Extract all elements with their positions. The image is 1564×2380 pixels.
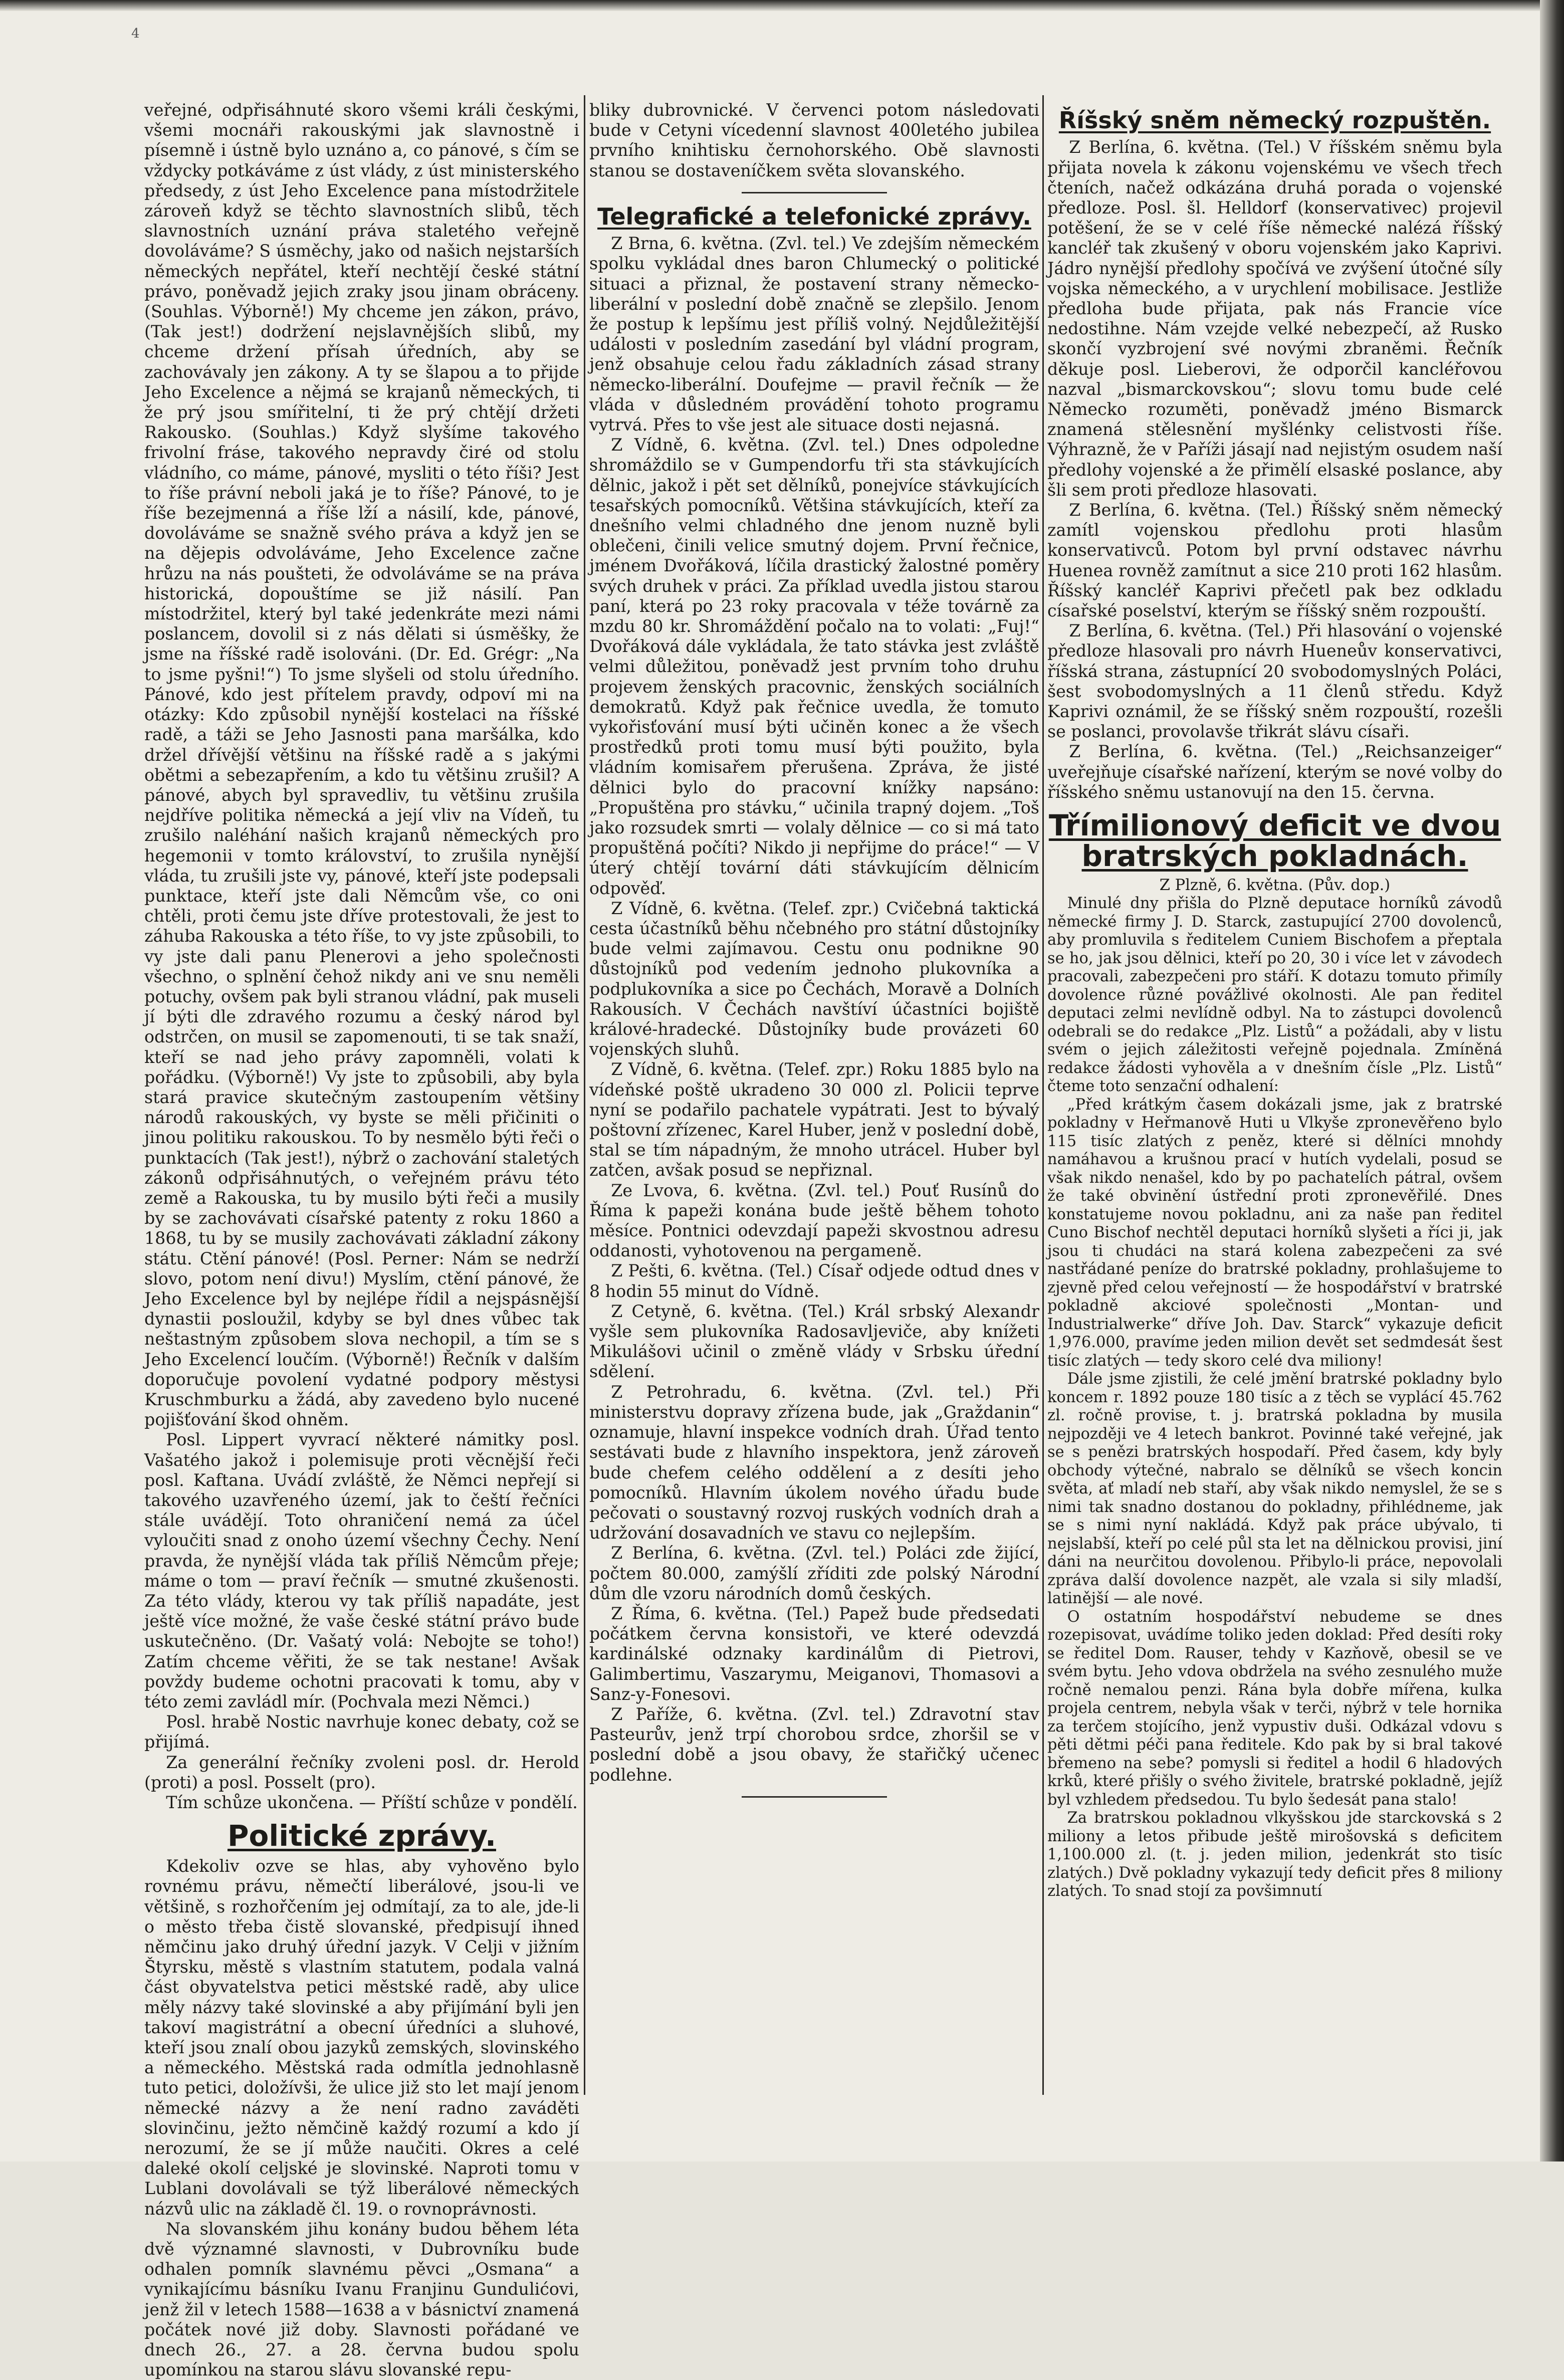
news-item: Z Cetyně, 6. května. (Tel.) Král srbský Alexandr vyšle sem plukovníka Radosavljeviče, aby knížeti Mikulášovi učinil o změně vlády v Srbsku úřední sdělení. [589,1301,1039,1382]
news-item: Z Vídně, 6. května. (Telef. zpr.) Roku 1885 bylo na vídeňské poště ukradeno 30 000 zl. Policii teprve nyní se podařilo pachatele vypátrati. Jest to bývalý poštovní zřízenec, Karel Huber, jenž v poslední době, stal se tím nápadným, že mnoho utrácel. Huber byl zatčen, avšak posud se nepřiznal. [589,1059,1039,1180]
article-paragraph: Posl. Lippert vyvrací některé námitky posl. Vašatého jakož i polemisuje proti věcnější řeči posl. Kaftana. Uvádí zvláště, že Němci nepřejí si takového uzavřeného území, jak to čeští řečníci stále uvádějí. Toto ohraničení nemá za účel vyloučiti snad z onoho území všechny Čechy. Není pravda, že nynější vláda tak příliš Němcům přeje; máme o tom — praví řečník — smutné zkušenosti. Za této vlády, kterou vy tak příliš napadáte, jest ještě více možné, že vaše české státní právo bude uskutečněno. (Dr. Vašatý volá: Nebojte se toho!) Zatím chceme věřiti, že se tak nestane! Avšak povždy budeme ochotni pracovati k tomu, aby v této zemi zavládl mír. (Pochvala mezi Němci.) [144,1430,579,1712]
article-paragraph: Za bratrskou pokladnou vlkyšskou jde starckovská s 2 miliony a letos přibude ještě mirošovská s deficitem 1,100.000 zl. (t. j. jeden milion, jedenkrát sto tisíc zlatých.) Dvě pokladny vykazují tedy deficit přes 8 miliony zlatých. To snad stojí za povšimnutí [1047,1809,1502,1900]
divider [742,1796,887,1798]
scan-right-edge [1540,0,1564,2161]
article-paragraph: Kdekoliv ozve se hlas, aby vyhověno bylo rovnému právu, němečtí liberálové, jsou-li ve většině, s rozhořčením jej odmítají, za to ale, jde-li o město třeba čistě slovanské, předpisují ihned němčinu jako druhý úřední jazyk. V Celji v jižním Štyrsku, městě s vlastním statutem, podala valná část obyvatelstva petici městské radě, aby ulice měly názvy také slovinské a aby přijímání byli jen takoví magistrátní a obecní úředníci a sluhové, kteří jsou znalí obou jazyků zemských, slovinského a německého. Městská rada odmítla jednohlasně tuto petici, doložívši, že ulice již sto let mají jenom německé názvy a že není radno zaváděti slovinčinu, ježto němčině každý rozumí a kdo jí nerozumí, že se jí může naučiti. Okres a celé daleké okolí celjské je slovinské. Naproti tomu v Lublani dovolávali se týž liberálové německých názvů ulic na základě čl. 19. o rovnoprávnosti. [144,1856,579,2219]
article-paragraph: Dále jsme zjistili, že celé jmění bratrské pokladny bylo koncem r. 1892 pouze 180 tisíc a z těch se vyplácí 45.762 zl. ročně provise, t. j. bratrská pokladna by musila nejpozději ve 4 letech bankrot. Povinné také veřejné, jak se s penězi bratrských hospodaří. Před časem, kdy byly obchody výtečné, nabralo se dělníků se všech koncin světa, ať mladí neb staří, aby však nikdo nemyslel, že se s nimi tak snadno dostanou do pokladny, přihlédneme, jak se s nimi nyní nakládá. Když pak práce ubývalo, ti nejslabší, kteří po celé půl sta let na dělnickou provisi, jiní dáni na neurčitou dovolenou. Přibylo-li práce, nepovolali zpráva další dovolence nazpět, ale vzala si sily mladší, latinější — ale nové. [1047,1370,1502,1608]
section-heading-deficit: Třímilionový deficit ve dvou bratrských pokladnách. [1048,808,1501,873]
page-mark: 4 [131,26,140,41]
news-item: Z Berlína, 6. května. (Tel.) Říšský sněm německý zamítl vojenskou předlohu proti hlasům konservativců. Potom byl první odstavec návrhu Huenea rovněž zamítnut a sice 210 proti 162 hlasům. Říšský kancléř Kaprivi přečetl pak bez odkladu císařské poselství, kterým se říšský sněm rozpouští. [1047,500,1502,620]
news-item: Z Vídně, 6. května. (Zvl. tel.) Dnes odpoledne shromáždilo se v Gumpendorfu tři sta stávkujících dělnic, jakož i pět set dělníků, ponejvíce stávkujících tesařských pomocníků. Většina stávkujících, kteří za dnešního velmi chladného dne jenom nuzně byli oblečeni, činili velice smutný dojem. První řečnice, jménem Dvořáková, líčila drastický žalostné poměry svých druhek v práci. Za příklad uvedla jistou starou paní, která po 23 roky pracovala v téže továrně za mzdu 80 kr. Shromáždění počalo na to volati: „Fuj!“ Dvořáková dále vykládala, že tato stávka jest zvláště velmi důležitou, poněvadž jest prvním toho druhu projevem ženských pracovnic, ženských sociálních demokratů. Když pak řečnice uvedla, že tomuto vykořisťování musí býti učiněn konec a že všech prostředků proti tomu musí býti použito, byla vládním komisařem přerušena. Zpráva, že jisté dělnici bylo do pracovní knížky napsáno: „Propuštěna pro stávku,“ učinila trapný dojem. „Toš jako rozsudek smrti — volaly dělnice — co si má tato propuštěná počíti? Nikdo ji nepřijme do práce!“ — V úterý chtějí tovární dáti stávkujícím dělnicím odpověď. [589,435,1039,898]
column-rule-2 [1042,95,1044,2095]
article-paragraph: veřejné, odpřisáhnuté skoro všemi králi českými, všemi mocnáři rakouskými jak slavnostně i písemně i ústně bylo uznáno a, co pánové, s čím se vždycky potkáváme z úst vlády, z úst ministerského předsedy, z úst Jeho Excelence pana místodržitele zároveň když se těchto slavnostních slibů, těch slavnostních uznání práva staletého veřejně dovoláváme? S úsměchy, jako od našich nejstarších německých nepřátel, kteří nechtějí české státní právo, poněvadž jejich zraky jsou jinam obráceny. (Souhlas. Výborně!) My chceme jen zákon, právo, (Tak jest!) dodržení nejslavnějších slibů, my chceme držení přísah úředních, aby se zachovávaly jen zákony. A ty se šlapou a to přijde Jeho Excelence a nějmá se krajanů německých, ti že prý jsou smířitelní, ti že prý chtějí držeti Rakousko. (Souhlas.) Když slyšíme takového frivolní fráse, takového nepravdy čiré od stolu vládního, co máme, pánové, mysliti o této říši? Jest to říše právní neboli jaká je to říše? Pánové, to je říše bezejmenná a říše lží a násilí, kde, pánové, dovoláváme se snažně svého práva a když jen se na dějepis odvoláváme, Jeho Excelence začne hrůzu na nás poušteti, že odvoláváme se na práva historická, dopouštíme se již násilí. Pan místodržitel, který byl také jedenkráte mezi námi poslancem, dovolil si z nás dělati si úsměšky, že jsme na říšské radě isolováni. (Dr. Ed. Grégr: „Na to jsme pyšni!“) To jsme slyšeli od stolu úředního. Pánové, kdo jest přítelem pravdy, odpoví mi na otázky: Kdo způsobil nynější kostelaci na říšské radě, a táži se Jeho Jasnosti pana maršálka, kdo držel dřívější většinu na říšské radě a s jakými obětmi a sebezapřením, a kdo tu většinu zrušil? A pánové, abych byl spravedliv, tu většinu zrušila nejdříve politika německá a její vliv na Vídeň, tu zrušilo naléhání našich krajanů německých pro hegemonii v tomto království, to zrušila nynější vláda, tu zrušili jste vy, pánové, kteří jste podepsali punktace, kteří jste dali Němcům vše, co oni chtěli, proti čemu jste dříve protestovali, že jest to záhuba Rakouska a této říše, to vy jste způsobili, to vy jste dali panu Plenerovi a jeho společnosti všechno, o splnění čehož nikdy ani ve snu neměli potuchy, ovšem pak byli stranou vládní, pak museli jí býti dle zdravého rozumu a český národ byl odstrčen, on musil se zapomenouti, ti se tak snaží, kteří se nad jeho právy zapomněli, volati k pořádku. (Výborně!) Vy jste to způsobili, aby byla stará pravice skutečným zastoupením většiny národů rakouských, vy byste se měli přičiniti o jinou politiku rakouskou. To by nesmělo býti řeči o punktacích (Tak jest!), nýbrž o zachování staletých zákonů odpřisáhnutých, o veřejném právu této země a Rakouska, tu by musilo býti řeči a musily by se zachovávati císařské patenty z roku 1860 a 1868, tu by se musily zachovávati základní zákony státu. Ctění pánové! (Posl. Perner: Nám se nedrží slovo, potom není divu!) Myslím, ctění pánové, že Jeho Excelence byl by nejlépe řídil a nejspásnější dynastii posloužil, kdyby se byl dnes vůbec tak neštastným způsobem slova nechopil, a tím se s Jeho Excelencí loučím. (Výborně!) Řečník v dalším doporučuje povolení vydatné podpory městysi Kruschmburku a žádá, aby zavedeno bylo nucené pojišťování škod ohněm. [144,100,579,1430]
section-heading-political-news: Politické zprávy. [228,1819,496,1853]
article-paragraph: Posl. hrabě Nostic navrhuje konec debaty, což se přijímá. [144,1712,579,1752]
news-item: Z Berlína, 6. května. (Tel.) V říšském sněmu byla přijata novela k zákonu vojenskému ve všech třech čteních, načež odkázána druhá porada o vojenské předloze. Posl. šl. Helldorf (konservativec) projevil potěšení, že se v celé říše německé nalézá říšský kancléř tak zkušený v oboru vojenském jako Kaprivi. Jádro nynější předlohy spočívá ve zvýšení útočné síly vojska německého, a v urychlení mobilisace. Jestliže předloha bude přijata, pak nás Francie více nedostihne. Nám vzejde velké nebezpečí, až Rusko skončí vyzbrojení své novými zbraněmi. Řečník děkuje posl. Lieberovi, že odporčil kancléřovou nazval „bismarckovskou“; slovu tomu bude celé Německo rozuměti, poněvadž jméno Bismarck znamená stělesnění myšlénky celistvosti říše. Výhrazně, že v Paříži jásají nad nejistým osudem naší předlohy vojenské a že přimělí elsaské poslance, aby šli sem proti předloze hlasovati. [1047,137,1502,500]
article-paragraph: bliky dubrovnické. V červenci potom následovati bude v Cetyni vícedenní slavnost 400letého jubilea prvního knihtisku černohorského. Obě slavnosti stanou se dostaveníčkem světa slovanského. [589,100,1039,180]
news-item: Z Brna, 6. května. (Zvl. tel.) Ve zdejším německém spolku vykládal dnes baron Chlumecký o politické situaci a přiznal, že postavení strany německo-liberální v poslední době značně se zlepšilo. Jenom že postup k lepšímu jest příliš volný. Nejdůležitější události v posledním zasedání byl vládní program, jenž obsahuje celou řadu základních zásad strany německo-liberální. Doufejme — pravil řečník — že vláda v důsledném provádění tohoto programu vytrvá. Přes to vše jest ale situace dosti nejasná. [589,234,1039,435]
article-paragraph: O ostatním hospodářství nebudeme se dnes rozepisovat, uvádíme toliko jeden doklad: Před desíti roky se ředitel Dom. Rauser, tehdy v Kazňově, obesil se ve svém bytu. Jeho vdova obdržela na svého zesnulého muže ročně nemalou penzi. Rána byla dobře mířena, kulka projela centrem, nebyla však v terči, nýbrž v tele hornika za terčem stojícího, jenž vypustiv duši. Odkázal vdovu s pěti dětmi péči pana ředitele. Kdo pak by si bral takové břemeno na sebe? pomysli si ředitel a hodil 6 hladových krků, které přišly o svého živitele, bratrské pokladně, jejíž byl vzhledem předsedou. Tu bylo šedesát pana stalo! [1047,1608,1502,1809]
scan-top-shadow [0,0,1564,11]
news-item: Ze Lvova, 6. května. (Zvl. tel.) Pouť Rusínů do Říma k papeži konána bude ještě během tohoto měsíce. Pontnici odevzdají papeži skvostnou adresu oddanosti, vyhotovenou na pergameně. [589,1180,1039,1261]
section-heading-telegraph-news: Telegrafické a telefonické zprávy. [597,202,1031,230]
news-item: Z Pešti, 6. května. (Tel.) Císař odjede odtud dnes v 8 hodin 55 minut do Vídně. [589,1261,1039,1301]
section-heading-reichstag-dissolved: Říšský sněm německý rozpuštěn. [1058,107,1491,134]
divider [742,192,887,193]
column-rule-1 [584,95,585,2095]
news-item: Z Petrohradu, 6. května. (Zvl. tel.) Při ministerstvu dopravy zřízena bude, jak „Graždanin“ oznamuje, hlavní inspekce vodních drah. Úřad tento sestávati bude z hlavního inspektora, jenž zároveň bude chefem celého oddělení a z desíti jeho pomocníků. Hlavním úkolem nového úřadu bude pečovati o soustavný rozvoj ruských vodních drah a udržování dosavadních ve stavu co nejlepším. [589,1382,1039,1543]
news-item: Z Říma, 6. května. (Tel.) Papež bude předsedati počátkem června konsistoři, ve které odevzdá kardinálské odznaky kardinálům di Pietrovi, Galimbertimu, Vaszarymu, Meiganovi, Thomasovi a Sanz-y-Fonesovi. [589,1603,1039,1704]
column-2 [589,100,1039,2115]
article-paragraph: Minulé dny přišla do Plzně deputace horníků závodů německé firmy J. D. Starck, zastupující 2700 dovolenců, aby promluvila s ředitelem Cuniem Bischofem a přeptala se ho, jak jsou dělnici, kteří po 20, 30 i více let v závodech pracovali, zabezpečeni pro stáří. K dotazu tomuto přimíly dovolence různé povážlivé okolnosti. Ale pan ředitel deputaci zelmi nevlídně odbyl. Na to zástupci dovolenců odebrali se do redakce „Plz. Listů“ a požádali, aby v listu svém o jejich záležitosti veřejně pojednala. Zmíněná redakce žádosti vyhověla a v dnešním čísle „Plz. Listů“ čteme toto senzační odhalení: [1047,895,1502,1096]
news-item: Z Berlína, 6. května. (Zvl. tel.) Poláci zde žijící, počtem 80.000, zamýšlí zříditi zde polský Národní dům dle vzoru národních domů českých. [589,1543,1039,1603]
news-item: Z Paříže, 6. května. (Zvl. tel.) Zdravotní stav Pasteurův, jenž trpí chorobou srdce, zhoršil se v poslední době a jsou obavy, že stařičký učenec podlehne. [589,1704,1039,1785]
article-paragraph: Na slovanském jihu konány budou během léta dvě významné slavnosti, v Dubrovníku bude odhalen pomník slavnému pěvci „Osmana“ a vynikajícímu básníku Ivanu Franjinu Gundulićovi, jenž žil v letech 1588—1638 a v básnictví znamená počátek nové již doby. Slavnosti pořádané ve dnech 26., 27. a 28. června budou spolu upomínkou na starou slávu slovanské repu- [144,2219,579,2380]
article-paragraph: Tím schůze ukončena. — Příští schůze v pondělí. [166,1793,578,1813]
news-item: Z Vídně, 6. května. (Telef. zpr.) Cvičebná taktická cesta účastníků běhu nčebného pro státní důstojníky bude velmi zajímavou. Cestu onu podnikne 90 důstojníků pod vedením jednoho plukovníka a podplukovníka a sice po Čechách, Moravě a Dolních Rakousích. V Čechách navštíví účastníci bojiště králové-hradecké. Důstojníky bude provázeti 60 vojenských sluhů. [589,898,1039,1059]
article-paragraph: „Před krátkým časem dokázali jsme, jak z bratrské pokladny v Heřmanově Huti u Vlkyše zpronevěřeno bylo 115 tisíc zlatých z peněz, které si dělníci mnohdy namáhavou a krušnou prací v hutích vydelali, posud se však nikdo nenašel, kdo by po pachatelích pátral, ovšem že také obvinění ústřední proti zpronevěřilé. Dnes konstatujeme novou pokladnu, ani za naše pan ředitel Cuno Bischof nechtěl deputaci horníků slyšeti a říci ji, jak jsou ti chudáci na stará kolena zabezpečeni za své nastřádané peníze do bratrské pokladny, prohlašujeme to zjevně před celou veřejností — že hospodářství v bratrské pokladně akciové společnosti „Montan- und Industrialwerke“ dříve Joh. Dav. Starck“ vykazuje deficit 1,976.000, pravíme jeden milion devět set sedmdesát šest tisíc zlatých — tedy skoro celé dva miliony! [1047,1096,1502,1370]
article-byline: Z Plzně, 6. května. (Pův. dop.) [1159,876,1391,894]
news-item: Z Berlína, 6. května. (Tel.) Při hlasování o vojenské předloze hlasovali pro návrh Hueneův konservativci, říšská strana, zástupnící 20 svobodomyslných Poláci, šest svobodomyslných a 11 členů středu. Když Kaprivi oznámil, že se říšský sněm rozpouští, rozešli se poslanci, provolavše třikrát slávu císaři. [1047,621,1502,742]
column-1 [144,100,579,2380]
article-paragraph: Za generální řečníky zvoleni posl. dr. Herold (proti) a posl. Posselt (pro). [144,1752,579,1792]
news-item: Z Berlína, 6. května. (Tel.) „Reichsanzeiger“ uveřejňuje císařské nařízení, kterým se nové volby do říšského sněmu ustanovují na den 15. června. [1047,742,1502,802]
column-3 [1047,100,1502,2115]
